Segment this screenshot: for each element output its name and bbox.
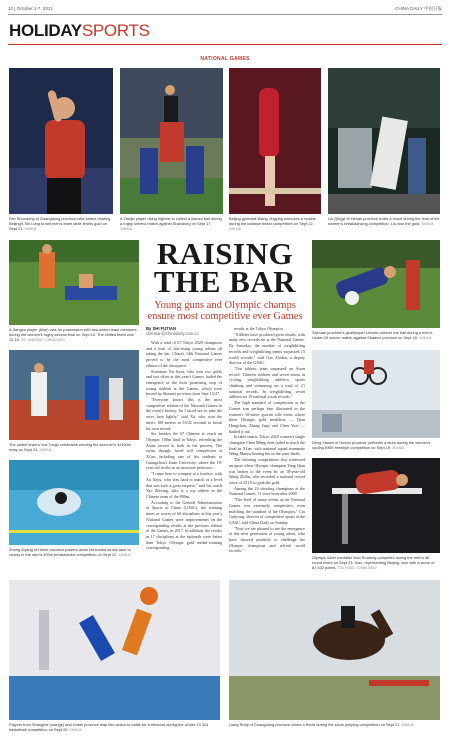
article-column-2: results at the Tokyo Olympics. "Athletes have produced great results, with many new records set at the National Games. By Saturday, the number of weightlifting records and weightlifting teams surpassed 15 world records," said Gao Zhidan, a deputy director of the GASC. "Our athletic team surpassed an Asian record. Thirteen athletes and seven teams in cycling, weightlifting, athletics, sports climbing and swimming set a total of 21 national records. In weightlifting, seven athletes set 10 national youth records." The high standard of competition at the Games was perhaps best illustrated in the women's 10-meter gun-air rifle event, where three Olympic gold medalists — Qian Hongchan, Zhang Jiaqi and Chen Yuxi — battled it out. In table tennis, Tokyo 2020 women's single champion Chen Meng even failed to reach the final in Xi'an, with national squad teammate Wang Manyu beating her in the semi-finals. The shooting competitions also witnessed an upset when Olympic champion Yang Qian was beaten to the event by an 18-year-old Wang Zhilin, who recorded a national record score of 251.8 to grab the gold. Among the 24 shooting champions at the National Games, 11 were born after 2000. "The level of many events at the National Games was extremely competitive, even matching the standard of the Olympics," Liu Guoyong, director of competitive sports at the GASC, told China Daily on Sunday. "Now we are pleased to see the emergence of the next generation of young talent, who have showed potential to challenge the Olympic champions and refresh world records." — [229, 326, 305, 554]
paper-name: CHINA DAILY 中国日报 — [395, 6, 442, 11]
header-rule — [8, 14, 442, 15]
photo-breakdancing — [328, 68, 440, 214]
byline: By SHI FUTIAN shifutian@chinadaily.com.cn — [146, 326, 199, 336]
caption-2: A Tianjin player rising highest to collect a lineout ball during a rugby sevens match against Shandong on Sept 17. XINHUA — [120, 216, 222, 231]
caption-1: Fan Shuodong of Guangdong province cele-brates beating Beijing's Shi Long to win men's team table tennis gold on Sept 21. XINHUA — [9, 216, 111, 231]
photo-bmx — [312, 350, 440, 438]
photo-show-jumping — [229, 580, 440, 720]
caption-11: Olympic silver medalist Xiao Ruoteng competes during the men's all-round event on Sept 23. Xiao, representing Beijing, won with a score of 87.532 points. ZOU HONG / CHINA DAILY — [312, 555, 435, 570]
masthead-rule — [8, 44, 442, 45]
caption-9: Sichuan province's goalkeeper Lewole collects the ball during a men's Under-20 soccer match against Shaanxi province on Sept 18. XINHUA — [312, 330, 433, 340]
photo-rugby-final — [9, 240, 139, 325]
caption-12: Players from Shanghai (orange) and Hubei province leap into action to battle for a rebound during the Under-19 3x3 basketball competition on Sept 20. XINHUA — [9, 722, 209, 732]
section-masthead — [9, 21, 150, 41]
photo-table-tennis — [9, 68, 113, 214]
article-column-1: With a total of 67 Tokyo 2020 champions and a host of fast-rising young talents all taking the bar, China's 14th National Games proved to be the most competitive ever edition of the showpiece. Swimmer Xu Jiayu, who won two golds and two silver at this year's Games, hailed the emergence of the most promising crop of young athletes at the Games, which were hosted by Shaanxi province from Sept 15-27. "Everyone knows this is the most competitive edition of the National Games in the event's history. So I faced not to take the races here lightly," said Xu, who won the men's 100 meters in 53.02 seconds to break his own record. Six besides the 67 Chinese to reach an Olympic 100m final in Tokyo, refreshing the Asian record in both in the process, The swim, though, faced stiff competition at Xi'an, including one of his students at Guangzhou's Jinan University, where the 18-year-old works as an associate professor. "I came here to compete at a fearless, with Xu Jiayu, who was hard to match at a level that was such a great surprise," said his coach Yao Zhixing, who is a top athlete in the Chinese team of the 800m. According to the General Administration of Sports of China (GASC), the winning times or scores of 60 disciplines at this year's National Games were improvements on the corresponding results at the previous edition of the Games, in 2017. In addition, the results in 17 disciplines at the nationals were better than Tokyo Olympic gold medal-winning corresponding — [146, 340, 222, 551]
photo-breaststroke — [9, 460, 139, 545]
photo-rugby-lineout — [120, 68, 223, 214]
deck: Young guns and Olympic champs ensure most competitive ever Games — [147, 300, 303, 322]
caption-10: Deng Yawen of Hunan province performs a stunt during the women's cycling BMX freestyle competition on Sept 19. XINHUA — [312, 440, 431, 450]
caption-3: Beijing gymnast Wang Jingying executes a routine during the balance beam competition on Sept 22. XINHUA — [229, 216, 316, 231]
photo-basketball — [9, 580, 220, 720]
masthead-holiday: HOLIDAY — [9, 21, 82, 40]
caption-5: A Jiangsu player (blue) vies for possession with two united team members during the women's rugby sevens final on Sept 19. The United team won 12-10. XIE JIANFENG / CHINA DAILY — [9, 327, 137, 342]
page-number-date: 12 | October 1-7, 2021 — [8, 6, 53, 11]
photo-goalkeeper — [312, 240, 440, 328]
caption-7: Zhang Ziyang of Hubei province powers down his breast-stroke lane to victory in the men's 400m breaststroke competition on Sept 22. XINHUA — [9, 547, 131, 557]
caption-4: Liu Qingyi of Henan province busts a move during the final of the women's breakdancing competition. Liu won the gold. XINHUA — [328, 216, 440, 226]
section-label: NATIONAL GAMES — [200, 56, 250, 62]
caption-6: The united team's Yue Tongli celebrates winning the wom-en's 4x100m relay on Sept 24. XINHUA — [9, 442, 132, 452]
page-header — [8, 6, 442, 14]
photo-balance-beam — [229, 68, 321, 214]
headline: RAISING THE BAR — [153, 236, 297, 299]
photo-relay — [9, 350, 139, 440]
photo-gymnastics — [312, 458, 440, 553]
masthead-sports: SPORTS — [81, 21, 150, 40]
caption-13: Liang Ruiqi of Guangdong province clears a fence during the show jumping competition on Sept 21. XINHUA — [229, 722, 414, 727]
